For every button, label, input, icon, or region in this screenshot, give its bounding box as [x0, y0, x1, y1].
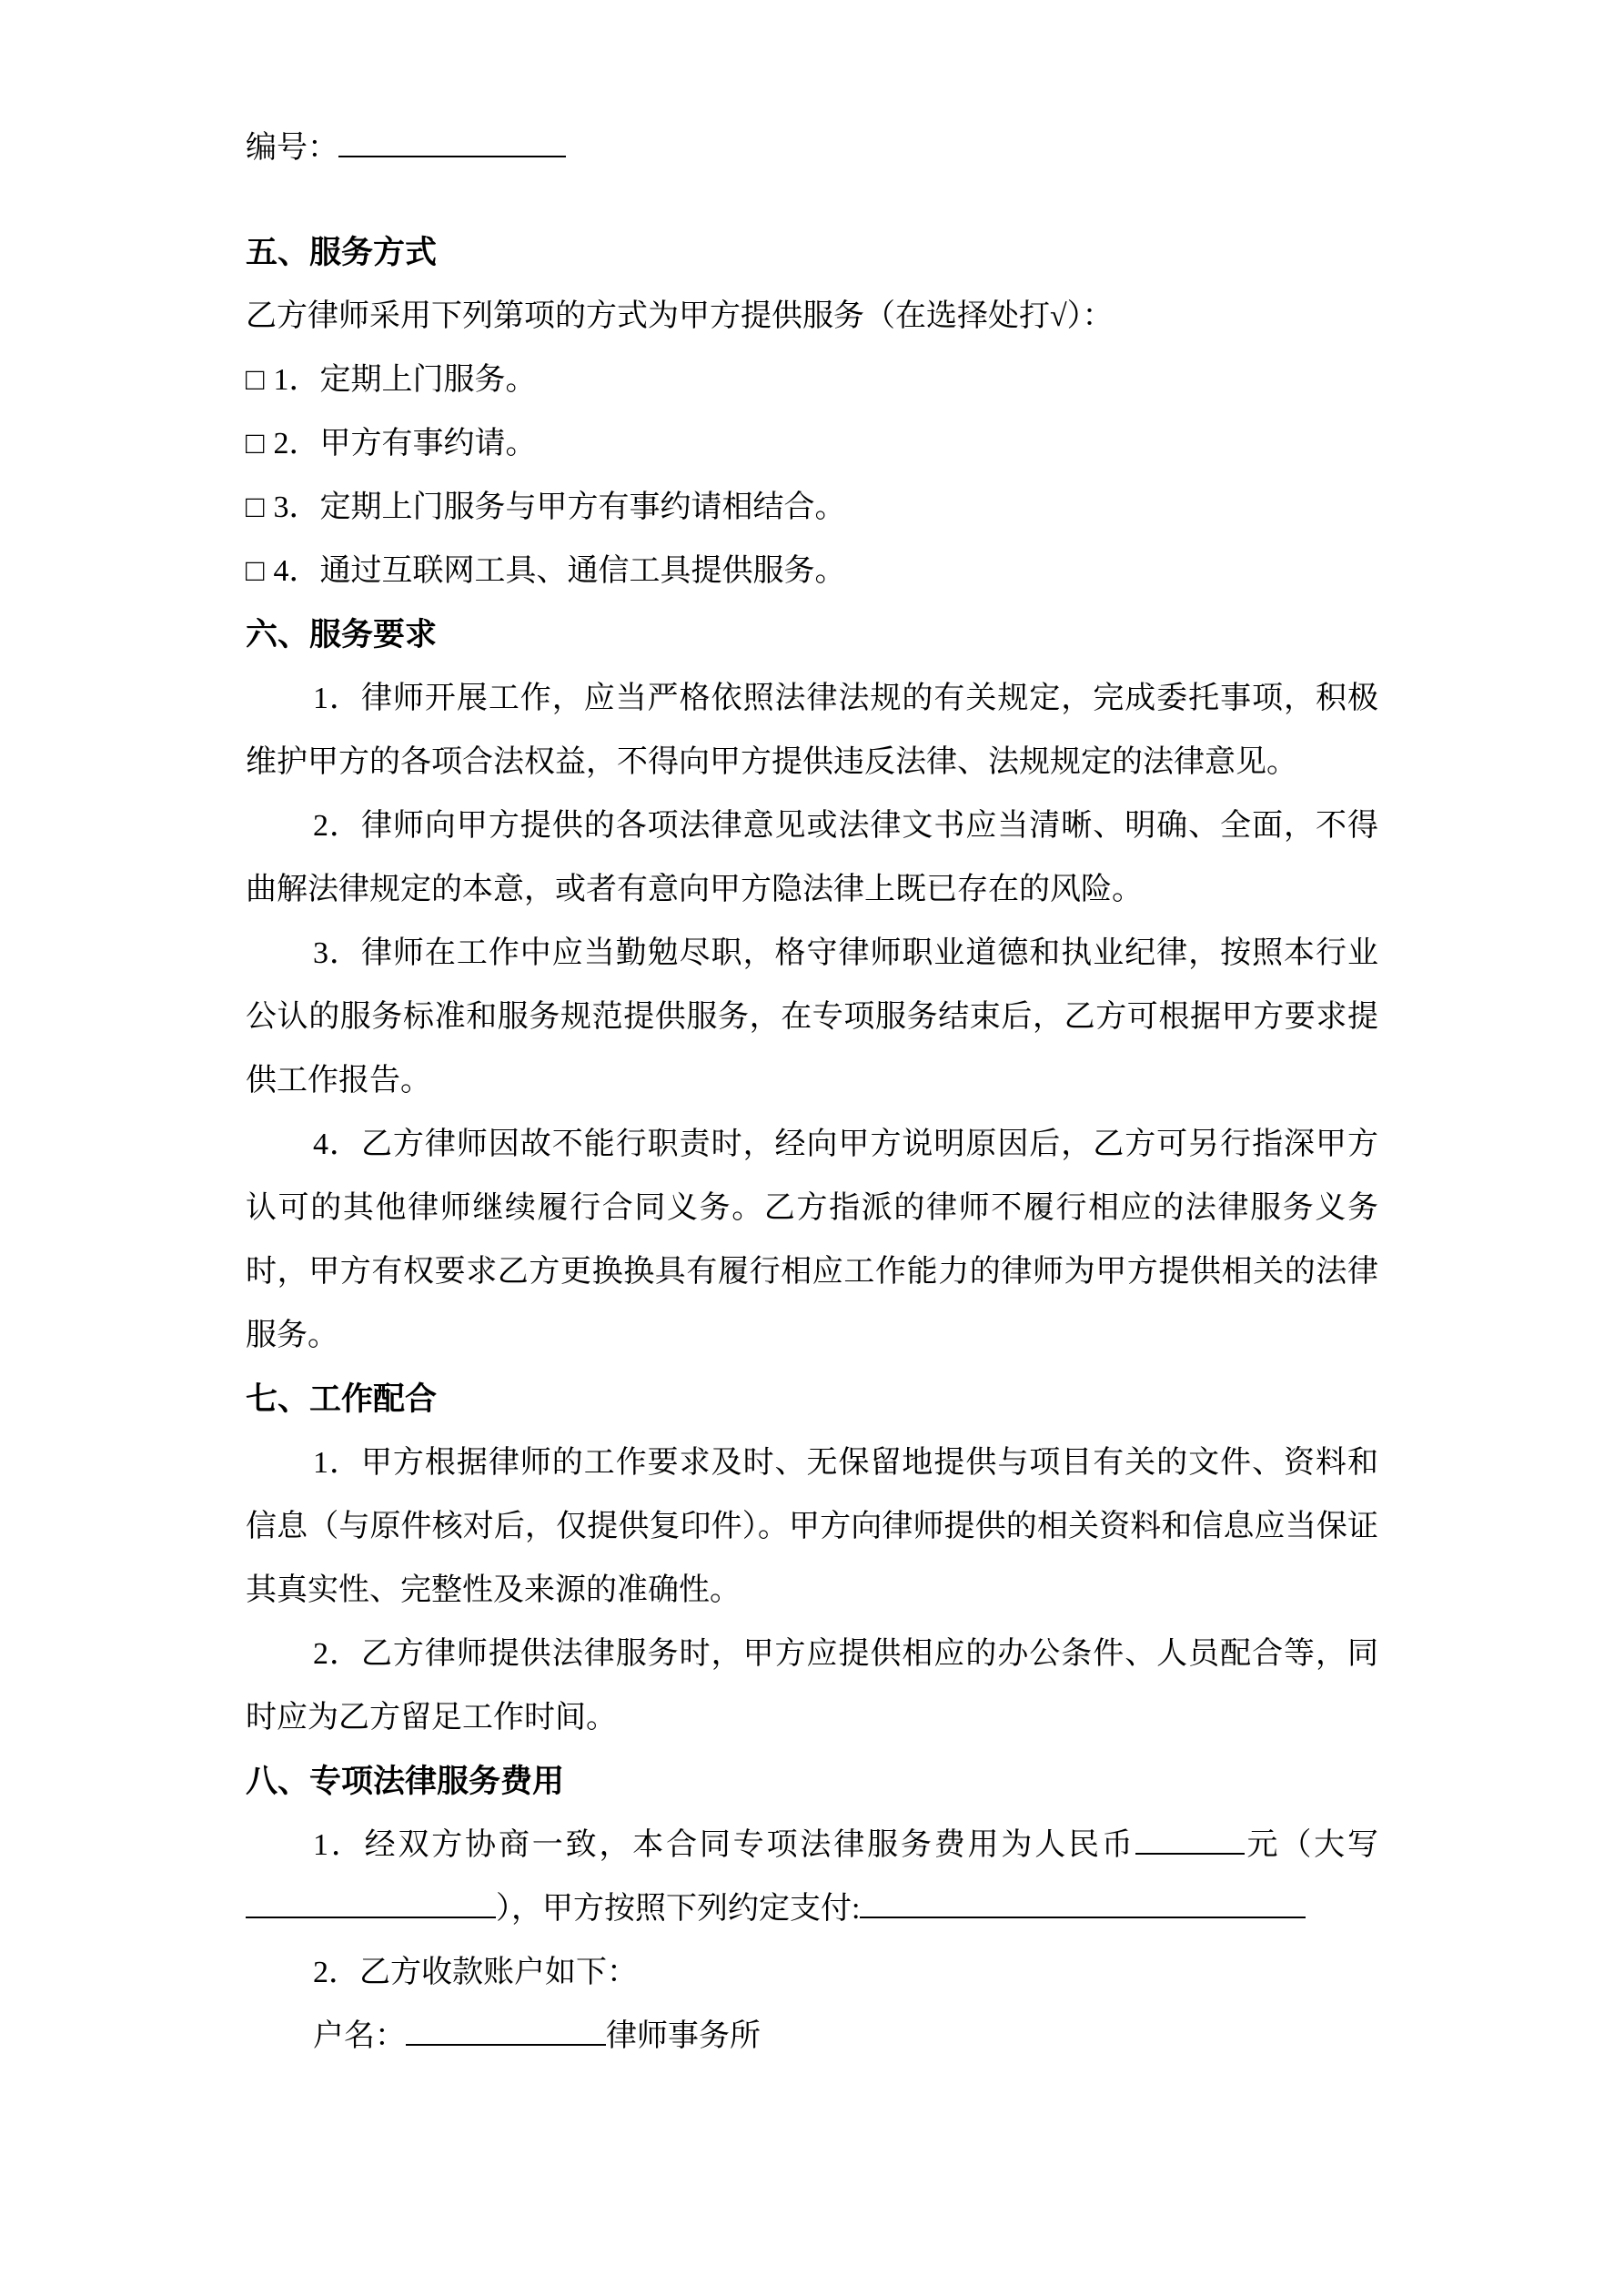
- account-holder-blank[interactable]: [406, 2013, 606, 2046]
- account-intro-line: 2．乙方收款账户如下：: [313, 1956, 638, 1989]
- account-holder-label: 户名：: [313, 2019, 406, 2053]
- fee-pre-amount-text: 1．经双方协商一致，本合同专项法律服务费用为人民币: [313, 1828, 1135, 1862]
- section-title-service-fee: 八、专项法律服务费用: [246, 1764, 565, 1799]
- service-requirements-paragraph-3: 3．律师在工作中应当勤勉尽职，格守律师职业道德和执业纪律，按照本行业公认的服务标准和服务规范提供服务，在专项服务结束后，乙方可根据甲方要求提供工作报告。: [246, 936, 1378, 1097]
- checkbox-icon[interactable]: □: [246, 554, 265, 588]
- option-label: 3．定期上门服务与甲方有事约请相结合。: [273, 491, 846, 524]
- service-mode-option-1: [246, 349, 1378, 412]
- fee-after-words-text: ），甲方按照下列约定支付:: [496, 1892, 861, 1926]
- doc-number-blank[interactable]: [338, 125, 566, 157]
- option-label: 2．甲方有事约请。: [273, 427, 537, 460]
- checkbox-icon[interactable]: □: [246, 491, 265, 524]
- service-requirements-paragraph-4: 4．乙方律师因故不能行职责时，经向甲方说明原因后，乙方可另行指深甲方认可的其他律师继续履行合同义务。乙方指派的律师不履行相应的法律服务义务时，甲方有权要求乙方更换换具有履行相应工作能力的律师为甲方提供相关的法律服务。: [246, 1128, 1378, 1352]
- section-title-work-cooperation: 七、工作配合: [246, 1381, 438, 1417]
- service-mode-option-4: [246, 540, 1378, 603]
- payment-terms-blank[interactable]: [860, 1886, 1306, 1918]
- work-cooperation-paragraph-1: 1．甲方根据律师的工作要求及时、无保留地提供与项目有关的文件、资料和信息（与原件核对后，仅提供复印件）。甲方向律师提供的相关资料和信息应当保证其真实性、完整性及来源的准确性。: [246, 1446, 1378, 1607]
- fee-clause-line: [246, 1814, 1378, 1941]
- option-label: 1．定期上门服务。: [273, 363, 537, 397]
- contract-content: [246, 116, 1378, 2068]
- work-cooperation-paragraph-2: 2．乙方律师提供法律服务时，甲方应提供相应的办公条件、人员配合等，同时应为乙方留足工作时间。: [246, 1637, 1378, 1735]
- account-holder-line: [246, 2005, 1378, 2068]
- doc-number-line: [246, 116, 1378, 180]
- service-mode-option-2: [246, 412, 1378, 476]
- service-requirements-paragraph-1: 1．律师开展工作，应当严格依照法律法规的有关规定，完成委托事项，积极维护甲方的各项合法权益，不得向甲方提供违反法律、法规规定的法律意见。: [246, 682, 1378, 779]
- fee-amount-blank[interactable]: [1135, 1822, 1245, 1855]
- fee-after-amount-text: 元（大写: [1244, 1828, 1379, 1862]
- checkbox-icon[interactable]: □: [246, 363, 265, 397]
- service-requirements-paragraph-2: 2．律师向甲方提供的各项法律意见或法律文书应当清晰、明确、全面，不得曲解法律规定的本意，或者有意向甲方隐法律上既已存在的风险。: [246, 809, 1378, 906]
- doc-number-label: 编号：: [246, 131, 338, 165]
- service-mode-intro: 乙方律师采用下列第项的方式为甲方提供服务（在选择处打√）：: [246, 299, 1114, 333]
- fee-amount-words-blank[interactable]: [246, 1886, 496, 1918]
- checkbox-icon[interactable]: □: [246, 427, 265, 460]
- section-title-service-mode: 五、服务方式: [246, 235, 438, 270]
- option-label: 4．通过互联网工具、通信工具提供服务。: [273, 554, 846, 588]
- account-holder-suffix: 律师事务所: [606, 2019, 761, 2053]
- service-mode-option-3: [246, 476, 1378, 540]
- section-title-service-requirements: 六、服务要求: [246, 617, 438, 652]
